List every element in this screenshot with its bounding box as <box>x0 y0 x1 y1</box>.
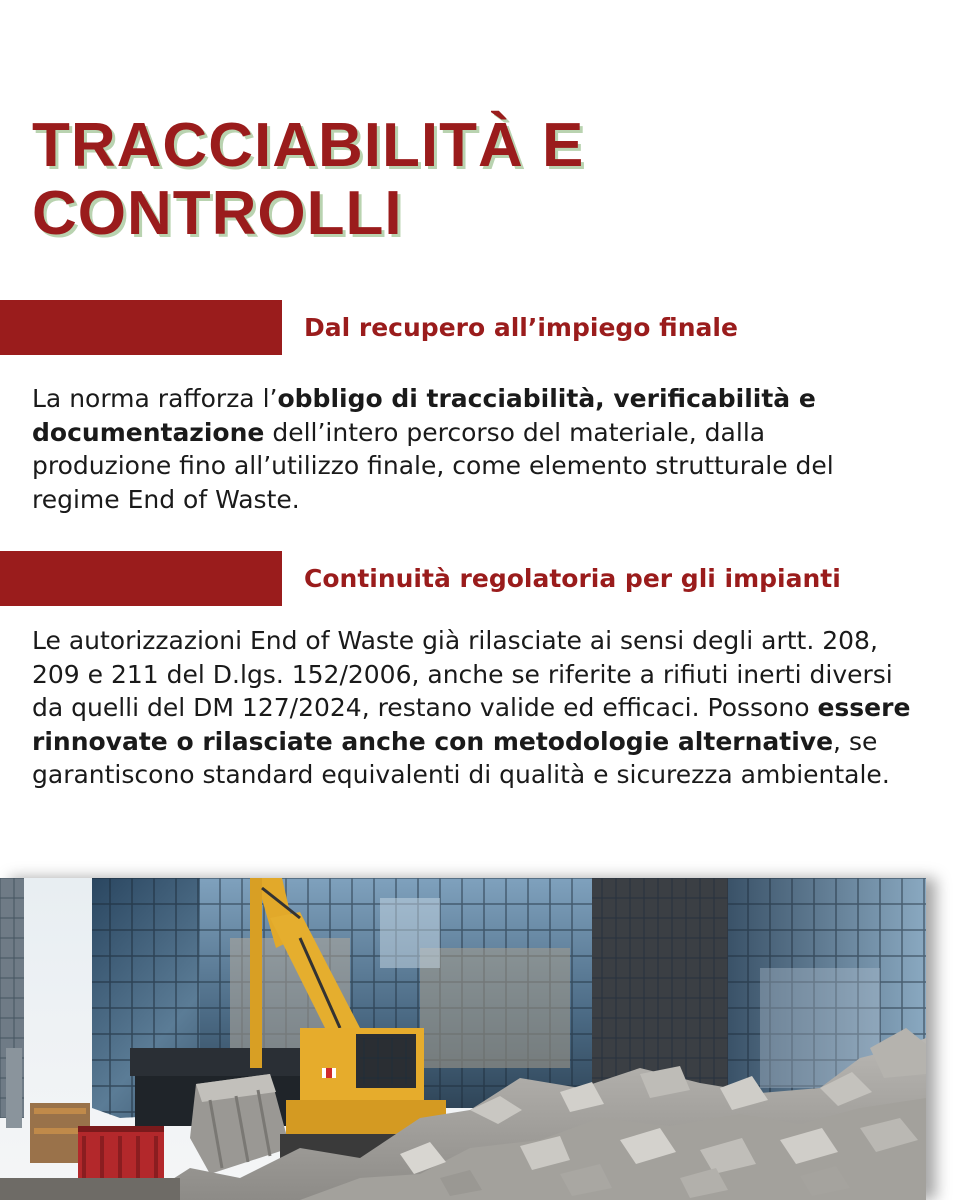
section-1-text-bold: obbligo di tracciabilità, verificabilità e documentazione <box>32 384 816 447</box>
demolition-site-photo <box>0 878 926 1200</box>
section-1-paragraph <box>32 382 912 516</box>
section-2-text-end: , se garantiscono standard equivalenti di qualità e sicurezza ambientale. <box>32 726 890 789</box>
section-2-accent-bar <box>0 551 282 606</box>
section-1-accent-bar <box>0 300 282 355</box>
page-title-line-1: TRACCIABILITÀ E <box>32 111 585 180</box>
section-2-heading: Continuità regolatoria per gli impianti <box>304 564 841 593</box>
section-2-text-start: Le autorizzazioni End of Waste già rilasciate ai sensi degli artt. 208, 209 e 211 del D.lgs. 152/2006, anche se riferite a rifiuti inerti diversi da quelli del DM 127/2024, restano valide ed efficaci. Possono <box>32 626 893 722</box>
section-2-paragraph <box>32 624 927 792</box>
page-title-line-2: CONTROLLI <box>32 179 403 248</box>
section-1-text-start: La norma rafforza l’ <box>32 384 278 413</box>
section-1-heading: Dal recupero all’impiego finale <box>304 313 738 342</box>
page-title <box>32 112 584 248</box>
section-2-text-bold: essere rinnovate o rilasciate anche con metodologie alternative <box>32 693 911 756</box>
section-1-text-end: dell’intero percorso del materiale, dalla produzione fino all’utilizzo finale, come elemento strutturale del regime End of Waste. <box>32 417 834 514</box>
